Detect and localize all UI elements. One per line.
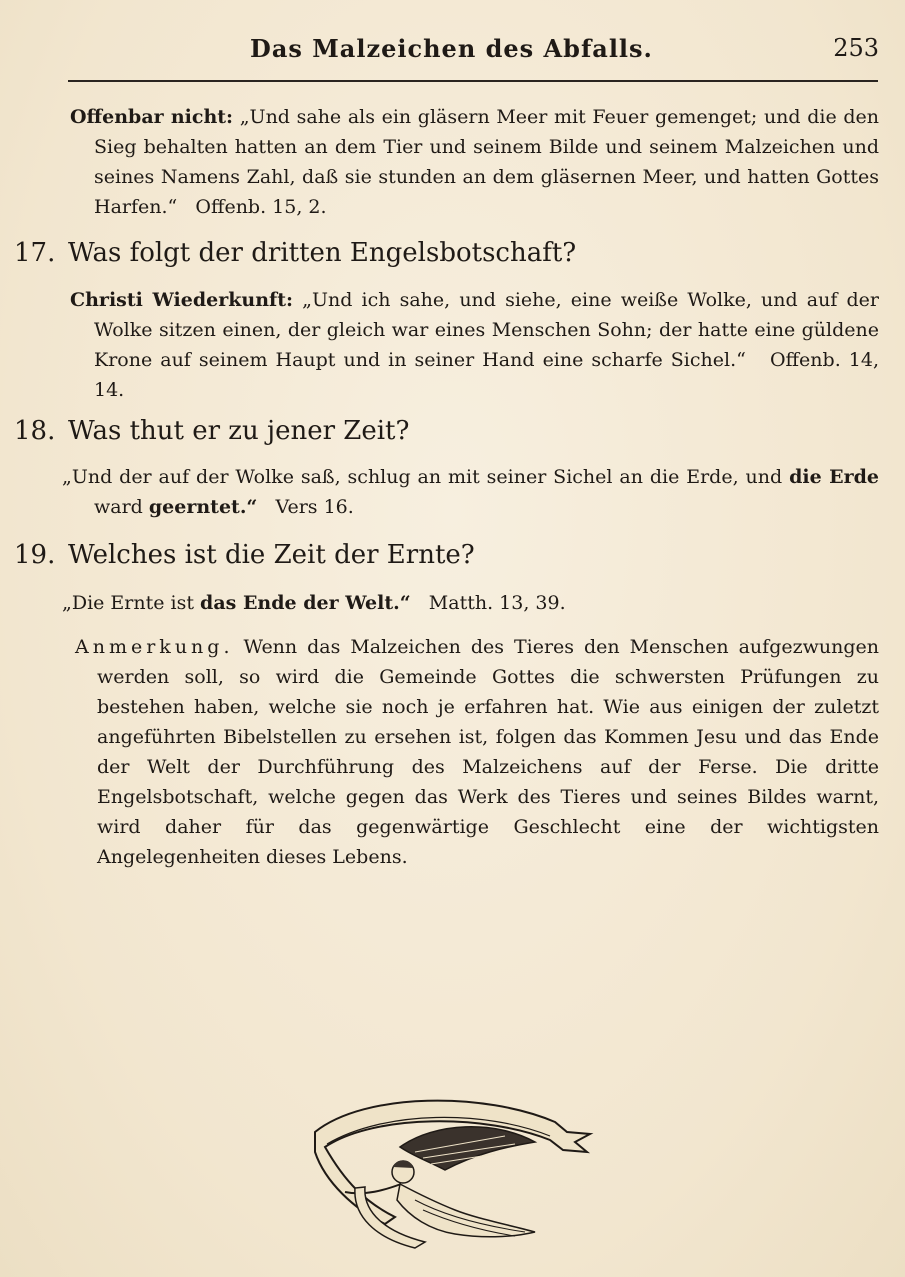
page-header (250, 30, 879, 70)
question-number: 18. (14, 416, 56, 446)
answer-block-1 (0, 102, 905, 222)
note-text: Wenn das Malzeichen des Tieres den Menschen aufgezwungen werden soll, so wird die Gemeinde Gottes die schwersten Prüfungen zu bestehen haben, welche sie noch je erfahren hat. Wie aus einigen der zuletzt angeführten Bibelstellen zu ersehen ist, folgen das Kommen Jesu und das Ende der Welt der Durchführung des Malzeichens auf der Ferse. Die dritte Engelsbotschaft, welche gegen das Werk des Tieres und seines Bildes warnt, wird daher für das gegenwärtige Geschlecht eine der wichtigsten Angelegenheiten dieses Lebens. (97, 636, 879, 868)
answer-paragraph (70, 285, 879, 405)
bible-reference: Vers 16. (275, 496, 354, 518)
quote-text: „Und der auf der Wolke saß, schlug an mit seiner Sichel an die Erde, und (62, 466, 790, 488)
bible-reference: Offenb. 15, 2. (195, 196, 327, 218)
running-title: Das Malzeichen des Abfalls. (250, 34, 653, 63)
note-label: Anmerkung. (75, 636, 234, 658)
note-block (0, 632, 905, 872)
page-number: 253 (833, 34, 879, 62)
answer-block-3 (0, 462, 905, 522)
question-heading (14, 538, 905, 572)
note-paragraph (75, 632, 879, 872)
question-number: 19. (14, 540, 56, 570)
question-text: Was folgt der dritten Engelsbotschaft? (68, 238, 577, 268)
quote-text: „Die Ernte ist (62, 592, 201, 614)
answer-block-4 (0, 588, 905, 618)
question-text: Was thut er zu jener Zeit? (68, 416, 410, 446)
answer-lead: Offenbar nicht: (70, 106, 234, 128)
answer-paragraph (70, 102, 879, 222)
angel-ornament-icon (305, 1092, 605, 1252)
question-number: 17. (14, 238, 56, 268)
question-19 (0, 538, 905, 572)
question-18 (0, 414, 905, 448)
question-heading (14, 414, 905, 448)
quote-emphasis: die Erde (789, 466, 879, 488)
answer-text: „Und sahe als ein gläsern Meer mit Feuer gemenget; und die den Sieg behalten hatten an dem Tier und seinem Bilde und seinem Malzeichen und seines Namens Zahl, daß sie stunden an dem gläsernen Meer, und hatten Gottes Harfen.“ (94, 106, 879, 218)
quote-paragraph (62, 588, 879, 618)
quote-paragraph (62, 462, 879, 522)
question-text: Welches ist die Zeit der Ernte? (68, 540, 475, 570)
header-rule (68, 80, 878, 82)
question-heading (14, 236, 905, 270)
quote-emphasis: das Ende der Welt.“ (200, 592, 411, 614)
question-17 (0, 236, 905, 270)
answer-text: „Und ich sahe, und siehe, eine weiße Wolke, und auf der Wolke sitzen einen, der gleich war eines Menschen Sohn; der hatte eine güldene Krone auf seinem Haupt und in seiner Hand eine scharfe Sichel.“ (94, 289, 879, 371)
bible-reference: Matth. 13, 39. (428, 592, 566, 614)
quote-emphasis-2: geerntet.“ (148, 496, 258, 518)
answer-lead: Christi Wiederkunft: (70, 289, 294, 311)
answer-block-2 (0, 285, 905, 405)
bible-reference: Offenb. 14, 14. (94, 349, 880, 401)
quote-text-continued: ward (94, 496, 149, 518)
